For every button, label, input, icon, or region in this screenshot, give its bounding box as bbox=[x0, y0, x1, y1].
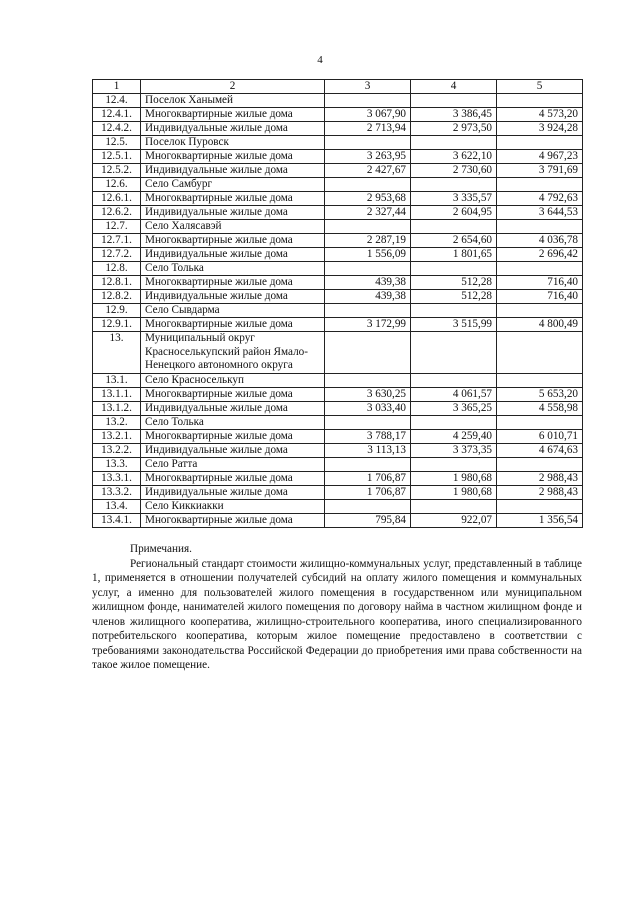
row-code: 13.3.2. bbox=[93, 485, 141, 499]
row-value-col4: 1 980,68 bbox=[411, 471, 497, 485]
table-row bbox=[93, 499, 583, 513]
row-value-col4: 512,28 bbox=[411, 290, 497, 304]
row-value-col5 bbox=[497, 262, 583, 276]
row-name: Многоквартирные жилые дома bbox=[141, 192, 325, 206]
row-value-col3: 3 788,17 bbox=[325, 429, 411, 443]
row-value-col5 bbox=[497, 220, 583, 234]
row-value-col3: 439,38 bbox=[325, 290, 411, 304]
row-value-col4: 3 373,35 bbox=[411, 443, 497, 457]
row-code: 12.5. bbox=[93, 136, 141, 150]
row-code: 13.3.1. bbox=[93, 471, 141, 485]
row-value-col4 bbox=[411, 332, 497, 374]
row-value-col3 bbox=[325, 499, 411, 513]
row-code: 13.2. bbox=[93, 415, 141, 429]
row-name: Индивидуальные жилые дома bbox=[141, 290, 325, 304]
header-col-5: 5 bbox=[497, 80, 583, 94]
table-row bbox=[93, 471, 583, 485]
table-row bbox=[93, 485, 583, 499]
row-value-col5: 4 792,63 bbox=[497, 192, 583, 206]
row-value-col4 bbox=[411, 304, 497, 318]
row-value-col5 bbox=[497, 304, 583, 318]
row-value-col4: 3 515,99 bbox=[411, 318, 497, 332]
row-code: 13.1. bbox=[93, 373, 141, 387]
row-code: 12.8.1. bbox=[93, 276, 141, 290]
row-value-col5: 716,40 bbox=[497, 276, 583, 290]
row-code: 12.5.1. bbox=[93, 150, 141, 164]
table-row bbox=[93, 164, 583, 178]
table-row bbox=[93, 178, 583, 192]
row-name: Индивидуальные жилые дома bbox=[141, 401, 325, 415]
row-value-col4: 2 654,60 bbox=[411, 234, 497, 248]
table-row bbox=[93, 276, 583, 290]
row-value-col5 bbox=[497, 415, 583, 429]
row-code: 12.8.2. bbox=[93, 290, 141, 304]
row-name: Село Самбург bbox=[141, 178, 325, 192]
table-row bbox=[93, 262, 583, 276]
row-code: 12.7.2. bbox=[93, 248, 141, 262]
row-value-col4 bbox=[411, 220, 497, 234]
row-value-col5: 1 356,54 bbox=[497, 513, 583, 527]
row-name: Многоквартирные жилые дома bbox=[141, 429, 325, 443]
table-row bbox=[93, 318, 583, 332]
row-value-col3: 3 630,25 bbox=[325, 387, 411, 401]
row-value-col5: 716,40 bbox=[497, 290, 583, 304]
row-name: Индивидуальные жилые дома bbox=[141, 164, 325, 178]
table-row bbox=[93, 248, 583, 262]
row-value-col3 bbox=[325, 262, 411, 276]
row-code: 12.6.2. bbox=[93, 206, 141, 220]
row-code: 13.3. bbox=[93, 457, 141, 471]
row-value-col3: 795,84 bbox=[325, 513, 411, 527]
table-row bbox=[93, 513, 583, 527]
row-code: 12.9.1. bbox=[93, 318, 141, 332]
page-number: 4 bbox=[317, 54, 323, 66]
row-value-col5: 6 010,71 bbox=[497, 429, 583, 443]
row-value-col5: 5 653,20 bbox=[497, 387, 583, 401]
row-code: 12.5.2. bbox=[93, 164, 141, 178]
table-body bbox=[93, 94, 583, 528]
tariff-table bbox=[92, 79, 583, 528]
row-value-col5: 4 573,20 bbox=[497, 108, 583, 122]
row-code: 13.1.2. bbox=[93, 401, 141, 415]
notes-title: Примечания. bbox=[130, 543, 192, 555]
row-value-col3: 2 953,68 bbox=[325, 192, 411, 206]
row-code: 12.6.1. bbox=[93, 192, 141, 206]
row-value-col5 bbox=[497, 136, 583, 150]
row-value-col3: 1 706,87 bbox=[325, 471, 411, 485]
row-value-col4: 4 259,40 bbox=[411, 429, 497, 443]
row-name: Многоквартирные жилые дома bbox=[141, 234, 325, 248]
row-name: Село Киккиакки bbox=[141, 499, 325, 513]
notes-section bbox=[92, 542, 582, 673]
row-value-col5: 3 791,69 bbox=[497, 164, 583, 178]
table-row bbox=[93, 206, 583, 220]
row-name: Многоквартирные жилые дома bbox=[141, 387, 325, 401]
row-code: 12.7. bbox=[93, 220, 141, 234]
table-row bbox=[93, 94, 583, 108]
table-row bbox=[93, 429, 583, 443]
row-value-col3 bbox=[325, 304, 411, 318]
row-value-col4 bbox=[411, 499, 497, 513]
table-row bbox=[93, 443, 583, 457]
row-code: 12.6. bbox=[93, 178, 141, 192]
row-value-col5: 4 036,78 bbox=[497, 234, 583, 248]
table-row bbox=[93, 108, 583, 122]
row-value-col4: 2 730,60 bbox=[411, 164, 497, 178]
header-col-2: 2 bbox=[141, 80, 325, 94]
row-name: Многоквартирные жилые дома bbox=[141, 108, 325, 122]
row-code: 13.2.1. bbox=[93, 429, 141, 443]
row-value-col3 bbox=[325, 220, 411, 234]
row-value-col3 bbox=[325, 373, 411, 387]
row-value-col3: 3 113,13 bbox=[325, 443, 411, 457]
table-row bbox=[93, 457, 583, 471]
table-row bbox=[93, 290, 583, 304]
table-row bbox=[93, 415, 583, 429]
row-value-col5: 2 988,43 bbox=[497, 485, 583, 499]
row-value-col5: 4 800,49 bbox=[497, 318, 583, 332]
row-name: Многоквартирные жилые дома bbox=[141, 513, 325, 527]
row-value-col3 bbox=[325, 332, 411, 374]
row-value-col3: 3 033,40 bbox=[325, 401, 411, 415]
row-name: Село Сывдарма bbox=[141, 304, 325, 318]
row-value-col5 bbox=[497, 94, 583, 108]
row-value-col4 bbox=[411, 136, 497, 150]
row-name: Муниципальный округ Красноселькупский район Ямало-Ненецкого автономного округа bbox=[141, 332, 325, 374]
row-name: Индивидуальные жилые дома bbox=[141, 122, 325, 136]
row-value-col4 bbox=[411, 457, 497, 471]
row-name: Многоквартирные жилые дома bbox=[141, 276, 325, 290]
row-value-col3 bbox=[325, 94, 411, 108]
table-row bbox=[93, 150, 583, 164]
row-name: Село Красноселькуп bbox=[141, 373, 325, 387]
table-row bbox=[93, 122, 583, 136]
table-header bbox=[93, 80, 583, 94]
row-value-col5 bbox=[497, 373, 583, 387]
table-row bbox=[93, 304, 583, 318]
row-value-col3 bbox=[325, 178, 411, 192]
row-value-col4: 3 622,10 bbox=[411, 150, 497, 164]
table-row bbox=[93, 373, 583, 387]
row-value-col4: 1 801,65 bbox=[411, 248, 497, 262]
row-value-col4: 922,07 bbox=[411, 513, 497, 527]
row-name: Многоквартирные жилые дома bbox=[141, 318, 325, 332]
row-value-col3 bbox=[325, 457, 411, 471]
row-value-col4: 3 386,45 bbox=[411, 108, 497, 122]
table-row bbox=[93, 387, 583, 401]
row-value-col4: 4 061,57 bbox=[411, 387, 497, 401]
row-value-col4: 2 973,50 bbox=[411, 122, 497, 136]
row-value-col3 bbox=[325, 415, 411, 429]
row-value-col5 bbox=[497, 178, 583, 192]
header-col-4: 4 bbox=[411, 80, 497, 94]
row-value-col4: 1 980,68 bbox=[411, 485, 497, 499]
table-row bbox=[93, 332, 583, 374]
row-name: Село Халясавэй bbox=[141, 220, 325, 234]
row-name: Индивидуальные жилые дома bbox=[141, 485, 325, 499]
row-value-col3: 2 713,94 bbox=[325, 122, 411, 136]
row-value-col5: 4 674,63 bbox=[497, 443, 583, 457]
row-code: 13.4. bbox=[93, 499, 141, 513]
row-value-col5 bbox=[497, 332, 583, 374]
row-code: 13.1.1. bbox=[93, 387, 141, 401]
row-value-col3: 2 287,19 bbox=[325, 234, 411, 248]
row-value-col4 bbox=[411, 262, 497, 276]
table-row bbox=[93, 192, 583, 206]
row-value-col5: 4 558,98 bbox=[497, 401, 583, 415]
row-value-col3: 3 172,99 bbox=[325, 318, 411, 332]
row-value-col3: 1 706,87 bbox=[325, 485, 411, 499]
row-name: Многоквартирные жилые дома bbox=[141, 471, 325, 485]
row-value-col3: 2 427,67 bbox=[325, 164, 411, 178]
row-name: Поселок Пуровск bbox=[141, 136, 325, 150]
row-value-col5: 2 988,43 bbox=[497, 471, 583, 485]
table-row bbox=[93, 234, 583, 248]
row-value-col3 bbox=[325, 136, 411, 150]
row-code: 12.4.1. bbox=[93, 108, 141, 122]
row-name: Село Ратта bbox=[141, 457, 325, 471]
row-value-col5 bbox=[497, 457, 583, 471]
header-row bbox=[93, 80, 583, 94]
notes-body: Региональный стандарт стоимости жилищно-коммунальных услуг, представленный в таблице 1, применяется в отношении получателей субсидий на оплату жилого помещения и коммунальных услуг, а именно для пользователей жилого помещения в государственном или муниципальном жилищном фонде, нанимателей жилого помещения по договору найма в частном жилищном фонде и членов жилищного кооператива, жилищно-строительного кооператива, иного специализированного потребительского кооператива, которым жилое помещение предоставлено в соответствии с требованиями законодательства Российской Федерации до приобретения ими права собственности на такое жилое помещение. bbox=[92, 557, 582, 671]
table-row bbox=[93, 401, 583, 415]
row-code: 12.9. bbox=[93, 304, 141, 318]
row-code: 12.8. bbox=[93, 262, 141, 276]
header-col-3: 3 bbox=[325, 80, 411, 94]
row-value-col5: 3 924,28 bbox=[497, 122, 583, 136]
row-value-col4: 2 604,95 bbox=[411, 206, 497, 220]
row-name: Поселок Ханымей bbox=[141, 94, 325, 108]
row-name: Индивидуальные жилые дома bbox=[141, 248, 325, 262]
row-name: Индивидуальные жилые дома bbox=[141, 443, 325, 457]
row-value-col3: 2 327,44 bbox=[325, 206, 411, 220]
row-value-col4 bbox=[411, 415, 497, 429]
row-code: 12.7.1. bbox=[93, 234, 141, 248]
row-value-col3: 439,38 bbox=[325, 276, 411, 290]
row-code: 13.4.1. bbox=[93, 513, 141, 527]
row-code: 13. bbox=[93, 332, 141, 374]
row-name: Село Толька bbox=[141, 262, 325, 276]
row-value-col3: 3 263,95 bbox=[325, 150, 411, 164]
row-value-col4: 3 365,25 bbox=[411, 401, 497, 415]
row-code: 13.2.2. bbox=[93, 443, 141, 457]
row-code: 12.4. bbox=[93, 94, 141, 108]
row-value-col5: 4 967,23 bbox=[497, 150, 583, 164]
row-value-col4: 512,28 bbox=[411, 276, 497, 290]
row-value-col4: 3 335,57 bbox=[411, 192, 497, 206]
row-value-col5: 2 696,42 bbox=[497, 248, 583, 262]
row-value-col3: 3 067,90 bbox=[325, 108, 411, 122]
row-value-col4 bbox=[411, 373, 497, 387]
table-row bbox=[93, 220, 583, 234]
row-value-col4 bbox=[411, 94, 497, 108]
table-row bbox=[93, 136, 583, 150]
row-value-col4 bbox=[411, 178, 497, 192]
row-value-col5: 3 644,53 bbox=[497, 206, 583, 220]
row-name: Индивидуальные жилые дома bbox=[141, 206, 325, 220]
row-value-col3: 1 556,09 bbox=[325, 248, 411, 262]
row-name: Село Толька bbox=[141, 415, 325, 429]
row-code: 12.4.2. bbox=[93, 122, 141, 136]
row-value-col5 bbox=[497, 499, 583, 513]
row-name: Многоквартирные жилые дома bbox=[141, 150, 325, 164]
header-col-1: 1 bbox=[93, 80, 141, 94]
